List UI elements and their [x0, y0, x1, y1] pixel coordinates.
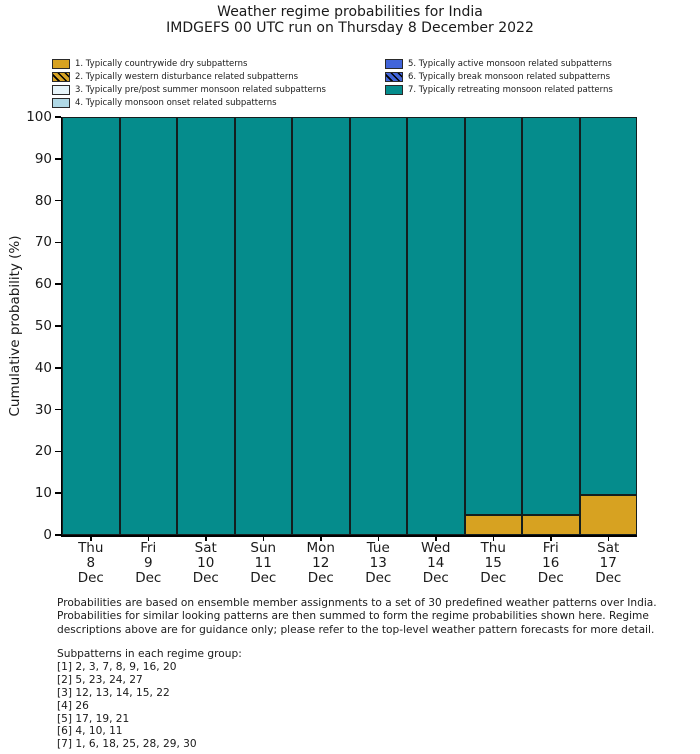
x-tick-label-line: Dec	[307, 570, 334, 587]
y-tick-mark	[55, 200, 61, 202]
x-tick-label-line: 15	[484, 555, 502, 572]
stacked-bar	[235, 117, 293, 535]
legend-swatch-icon	[52, 59, 70, 69]
subpatterns-heading: Subpatterns in each regime group:	[57, 648, 242, 660]
legend-item-label: 3. Typically pre/post summer monsoon related subpatterns	[75, 84, 326, 95]
chart-title: Weather regime probabilities for India	[217, 4, 483, 20]
y-tick-mark	[55, 283, 61, 285]
x-tick-label-line: 11	[254, 555, 272, 572]
legend-swatch-icon	[385, 59, 403, 69]
y-tick-label: 30	[34, 401, 52, 418]
x-tick-label-line: Thu	[480, 540, 506, 556]
x-tick-label	[573, 541, 643, 587]
x-tick-label-line: Dec	[192, 570, 219, 587]
legend-item	[52, 83, 326, 96]
legend-item	[385, 57, 613, 70]
stacked-bar	[350, 117, 408, 535]
legend-item-label: 2. Typically western disturbance related subpatterns	[75, 71, 299, 82]
y-tick-label: 60	[34, 276, 52, 293]
stacked-bar	[177, 117, 235, 535]
y-tick-label: 90	[34, 150, 52, 167]
x-tick-label-line: Dec	[422, 570, 449, 587]
x-tick-label-line: Fri	[542, 540, 559, 556]
stacked-bar	[62, 117, 120, 535]
x-tick-label-line: Dec	[595, 570, 622, 587]
x-tick-label-line: Sat	[597, 540, 620, 556]
bar-segment	[465, 117, 523, 515]
x-tick-label-line: Dec	[135, 570, 162, 587]
legend-swatch-icon	[385, 85, 403, 95]
stacked-bar	[120, 117, 178, 535]
y-tick-label: 70	[34, 234, 52, 251]
legend-item	[52, 96, 326, 109]
legend-item	[52, 70, 326, 83]
y-tick-mark	[55, 325, 61, 327]
y-tick-mark	[55, 451, 61, 453]
legend-item-label: 1. Typically countrywide dry subpatterns	[75, 58, 248, 69]
legend-item-label: 6. Typically break monsoon related subpatterns	[408, 71, 610, 82]
legend-swatch-icon	[52, 85, 70, 95]
bar-segment	[580, 117, 638, 495]
legend-column-right	[385, 57, 613, 96]
plot-area	[62, 117, 637, 535]
legend-item-label: 5. Typically active monsoon related subpatterns	[408, 58, 612, 69]
y-tick-label: 100	[26, 109, 52, 125]
bar-segment	[120, 117, 178, 535]
bar-segment	[522, 117, 580, 515]
stacked-bar	[522, 117, 580, 535]
x-tick-label-line: Wed	[421, 540, 451, 556]
bar-segment	[407, 117, 465, 535]
subpattern-group-line: [1] 2, 3, 7, 8, 9, 16, 20	[57, 660, 177, 673]
bar-segment	[350, 117, 408, 535]
x-tick-label-line: Tue	[366, 540, 390, 556]
subpatterns-list	[57, 648, 242, 751]
legend-item-label: 4. Typically monsoon onset related subpatterns	[75, 97, 277, 108]
x-tick-label-line: Dec	[537, 570, 564, 587]
subpattern-group-line: [5] 17, 19, 21	[57, 712, 130, 725]
y-tick-label: 20	[34, 443, 52, 460]
bar-segment	[235, 117, 293, 535]
x-tick-label-line: 13	[369, 555, 387, 572]
chart-subtitle: IMDGEFS 00 UTC run on Thursday 8 December 2022	[166, 19, 534, 36]
y-tick-label: 80	[34, 192, 52, 209]
bar-segment	[292, 117, 350, 535]
x-tick-label-line: 8	[86, 555, 96, 572]
legend-item	[385, 83, 613, 96]
x-tick-label-line: 12	[312, 555, 330, 572]
y-tick-mark	[55, 367, 61, 369]
x-tick-label-line: 10	[197, 555, 215, 572]
subpattern-group-line: [6] 4, 10, 11	[57, 725, 123, 738]
x-tick-label-line: Sun	[250, 540, 277, 556]
stacked-bar	[292, 117, 350, 535]
x-tick-label-line: Dec	[250, 570, 277, 587]
legend-item	[52, 57, 326, 70]
y-tick-label: 50	[34, 318, 52, 334]
y-tick-mark	[55, 242, 61, 244]
x-tick-label-line: 16	[542, 555, 560, 572]
subpattern-group-line: [7] 1, 6, 18, 25, 28, 29, 30	[57, 738, 197, 751]
y-tick-label: 40	[34, 359, 52, 376]
legend-swatch-icon	[385, 72, 403, 82]
stacked-bar	[407, 117, 465, 535]
legend-item	[385, 70, 613, 83]
legend-column-left	[52, 57, 326, 109]
legend-item-label: 7. Typically retreating monsoon related patterns	[408, 84, 613, 95]
bar-segment	[465, 515, 523, 535]
footnote	[57, 597, 657, 637]
x-tick-label-line: Fri	[140, 540, 157, 556]
y-tick-label: 0	[43, 527, 52, 543]
bar-segment	[522, 515, 580, 535]
x-tick-label-line: Dec	[480, 570, 507, 587]
y-tick-label: 10	[34, 485, 52, 502]
footnote-line: Probabilities for similar looking patterns are then summed to form the regime probabilities shown here. Regime	[57, 610, 649, 623]
x-tick-label-line: 14	[427, 555, 445, 572]
x-tick-label-line: Mon	[306, 540, 335, 556]
y-axis-label: Cumulative probability (%)	[7, 235, 23, 417]
stacked-bar	[580, 117, 638, 535]
bar-segment	[62, 117, 120, 535]
x-tick-label-line: 9	[143, 555, 153, 572]
y-tick-mark	[55, 409, 61, 411]
subpattern-group-line: [3] 12, 13, 14, 15, 22	[57, 686, 170, 699]
legend-swatch-icon	[52, 72, 70, 82]
y-tick-mark	[55, 116, 61, 118]
x-tick-label-line: Thu	[78, 540, 104, 556]
legend-swatch-icon	[52, 98, 70, 108]
y-tick-mark	[55, 158, 61, 160]
x-tick-label-line: Sat	[194, 540, 217, 556]
chart-title-block	[0, 5, 700, 36]
x-tick-label-line: Dec	[365, 570, 392, 587]
x-tick-label-line: 17	[599, 555, 617, 572]
footnote-line: descriptions above are for guidance only; please refer to the top-level weather pattern forecasts for more detail.	[57, 623, 655, 636]
bar-segment	[177, 117, 235, 535]
subpattern-group-line: [4] 26	[57, 699, 89, 712]
subpattern-group-line: [2] 5, 23, 24, 27	[57, 673, 143, 686]
y-tick-mark	[55, 534, 61, 536]
bars-container	[62, 117, 637, 535]
footnote-line: Probabilities are based on ensemble member assignments to a set of 30 predefined weather patterns over India.	[57, 597, 657, 609]
stacked-bar	[465, 117, 523, 535]
bar-segment	[580, 495, 638, 535]
x-tick-label-line: Dec	[77, 570, 104, 587]
y-tick-mark	[55, 492, 61, 494]
